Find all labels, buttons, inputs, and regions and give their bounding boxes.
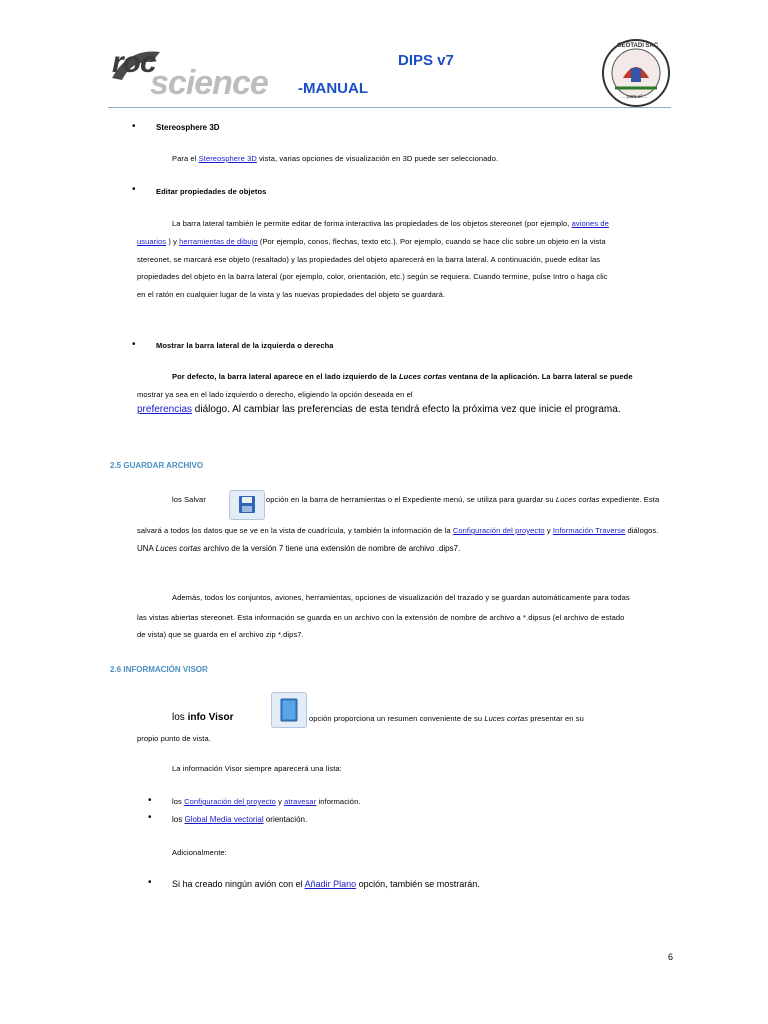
text-fragment: información.: [316, 797, 361, 806]
link-preferences[interactable]: preferencias: [137, 404, 193, 415]
para-edit-line4: propiedades del objeto en la barra lateral (por ejemplo, color, orientación, etc.) según se requiera. Cuando termine, pulse Intro o haga clic: [137, 272, 608, 281]
rocscience-logo: [108, 44, 298, 100]
bullet-info-1: •: [148, 795, 152, 806]
info-viewer-icon: [272, 693, 306, 727]
para-save2-line1: Además, todos los conjuntos, aviones, herramientas, opciones de visualización del trazado y se guardan automáticamente para todas: [172, 593, 630, 602]
text-fragment: orientación.: [263, 815, 308, 824]
para-save-line1: [172, 495, 206, 504]
para-sidebar-line3: [137, 404, 621, 415]
text-fragment: UNA: [137, 544, 156, 553]
manual-title: -MANUAL: [298, 80, 368, 97]
text-fragment: Por defecto, la barra lateral aparece en el lado izquierdo de la: [172, 372, 399, 381]
text-fragment: La barra lateral también le permite editar de forma interactiva las propiedades de los objetos stereonet (por ejemplo,: [172, 219, 572, 228]
section-title-info-viewer: 2.6 INFORMACIÓN VISOR: [110, 665, 208, 674]
para-stereosphere: [172, 154, 498, 163]
header: [0, 0, 768, 110]
text-fragment: archivo de la versión 7 tiene una extensión de nombre de archivo .dips7.: [201, 544, 461, 553]
text-fragment: los: [172, 797, 185, 806]
para-info-line1-start: [172, 712, 234, 723]
bullet-sidebar: •: [132, 339, 136, 350]
para-sidebar-line1: [172, 372, 633, 381]
text-fragment: y: [544, 526, 553, 535]
company-seal: [601, 38, 671, 108]
link-stereosphere-3d[interactable]: Stereosphere 3D: [198, 154, 257, 163]
text-fragment: Si ha creado ningún avión con el: [172, 879, 305, 889]
save-icon[interactable]: [229, 490, 265, 520]
bullet-edit: •: [132, 184, 136, 195]
text-fragment: Para el: [172, 154, 199, 163]
list-item-info-2: [172, 815, 307, 824]
floppy-disk-icon: [230, 491, 264, 519]
link-add-plane[interactable]: Añadir Plano: [304, 879, 357, 889]
link-user-planes[interactable]: aviones de: [571, 219, 609, 228]
bullet-stereosphere: •: [132, 121, 136, 132]
header-rule: [108, 107, 671, 108]
para-edit-line1: [172, 219, 609, 228]
list-item-info-1: [172, 797, 361, 806]
info-viewer-button[interactable]: [271, 692, 307, 728]
text-fragment: vista, varias opciones de visualización en 3D puede ser seleccionado.: [256, 154, 499, 163]
link-project-settings-2[interactable]: Configuración del proyecto: [184, 797, 276, 806]
text-fragment: opción proporciona un resumen conveniente de su: [309, 714, 485, 723]
text-fragment: y: [275, 797, 285, 806]
text-fragment: Luces cortas: [399, 372, 447, 381]
text-fragment: (Por ejemplo, conos, flechas, texto etc.). Por ejemplo, cuando se hace clic sobre un objeto en la vista: [257, 237, 606, 246]
page-number: 6: [668, 952, 674, 962]
para-additionally: Adicionalmente:: [172, 848, 227, 857]
link-traverse-info[interactable]: Información Traverse: [552, 526, 626, 535]
list-item-info-3: [172, 879, 480, 889]
para-save-line3: [137, 544, 460, 553]
heading-edit-properties: Editar propiedades de objetos: [156, 187, 267, 196]
text-fragment: ventana de la aplicación. La barra lateral se puede: [446, 372, 633, 381]
para-edit-line5: en el ratón en cualquier lugar de la vista y las nuevas propiedades del objeto se guardará.: [137, 290, 446, 299]
heading-stereosphere: Stereosphere 3D: [156, 123, 220, 132]
link-drawing-tools[interactable]: herramientas de dibujo: [179, 237, 258, 246]
text-fragment: diálogo. Al cambiar las preferencias de esta tendrá efecto la próxima vez que inicie el programa.: [192, 404, 621, 415]
text-fragment: Luces cortas: [155, 544, 202, 553]
text-fragment: diálogos.: [625, 526, 659, 535]
seal-top-text: GEOTADI SAC: [617, 43, 659, 49]
text-fragment: opción, también se mostrarán.: [356, 879, 480, 889]
text-fragment: ) y: [166, 237, 180, 246]
text-fragment: opción en la barra de herramientas o el Expediente menú, se utiliza para guardar su: [266, 495, 556, 504]
text-fragment: salvará a todos los datos que se ve en la vista de cuadrícula, y también la información de la: [137, 526, 453, 535]
text-fragment: Luces cortas: [555, 495, 600, 504]
para-info-line1-rest: [309, 714, 584, 723]
text-fragment: los: [172, 712, 188, 723]
text-fragment: info Visor: [187, 712, 234, 723]
para-save-line1-rest: [266, 495, 659, 504]
link-user-planes-cont[interactable]: usuarios: [137, 237, 167, 246]
para-save-line2: [137, 526, 658, 535]
link-project-settings[interactable]: Configuración del proyecto: [452, 526, 545, 535]
logo-word-science: science: [150, 64, 268, 102]
para-save2-line2: las vistas abiertas stereonet. Esta información se guarda en un archivo con la extensión de nombre de archivo a *.dipsus (el archivo de estado: [137, 613, 625, 622]
para-edit-line3: stereonet, se marcará ese objeto (resaltado) y las propiedades del objeto aparecerá en la barra lateral. A continuación, puede editar las: [137, 255, 601, 264]
heading-sidebar: Mostrar la barra lateral de la izquierda o derecha: [156, 341, 334, 350]
text-fragment: Luces cortas: [484, 714, 529, 723]
para-info-line2: propio punto de vista.: [137, 734, 211, 743]
bullet-info-2: •: [148, 812, 152, 823]
text-fragment: presentar en su: [528, 714, 584, 723]
para-sidebar-line2: mostrar ya sea en el lado izquierdo o derecho, eligiendo la opción deseada en el: [137, 390, 413, 399]
para-info-list-intro: La información Visor siempre aparecerá una lista:: [172, 764, 342, 773]
para-save2-line3: de vista) que se guarda en el archivo zip *.dips7.: [137, 630, 304, 639]
text-fragment: expediente. Esta: [599, 495, 660, 504]
seal-bottom-text: ... para el ...: [621, 94, 648, 100]
logo-word-roc: roc: [112, 46, 156, 79]
product-title: DIPS v7: [398, 52, 454, 69]
text-fragment: los: [172, 815, 185, 824]
text-fragment: los Salvar: [172, 495, 206, 504]
section-title-save: 2.5 GUARDAR ARCHIVO: [110, 461, 204, 470]
link-traverse[interactable]: atravesar: [284, 797, 317, 806]
link-global-mean-vector[interactable]: Global Media vectorial: [184, 815, 264, 824]
para-edit-line2: [137, 237, 606, 246]
bullet-info-3: •: [148, 877, 152, 888]
